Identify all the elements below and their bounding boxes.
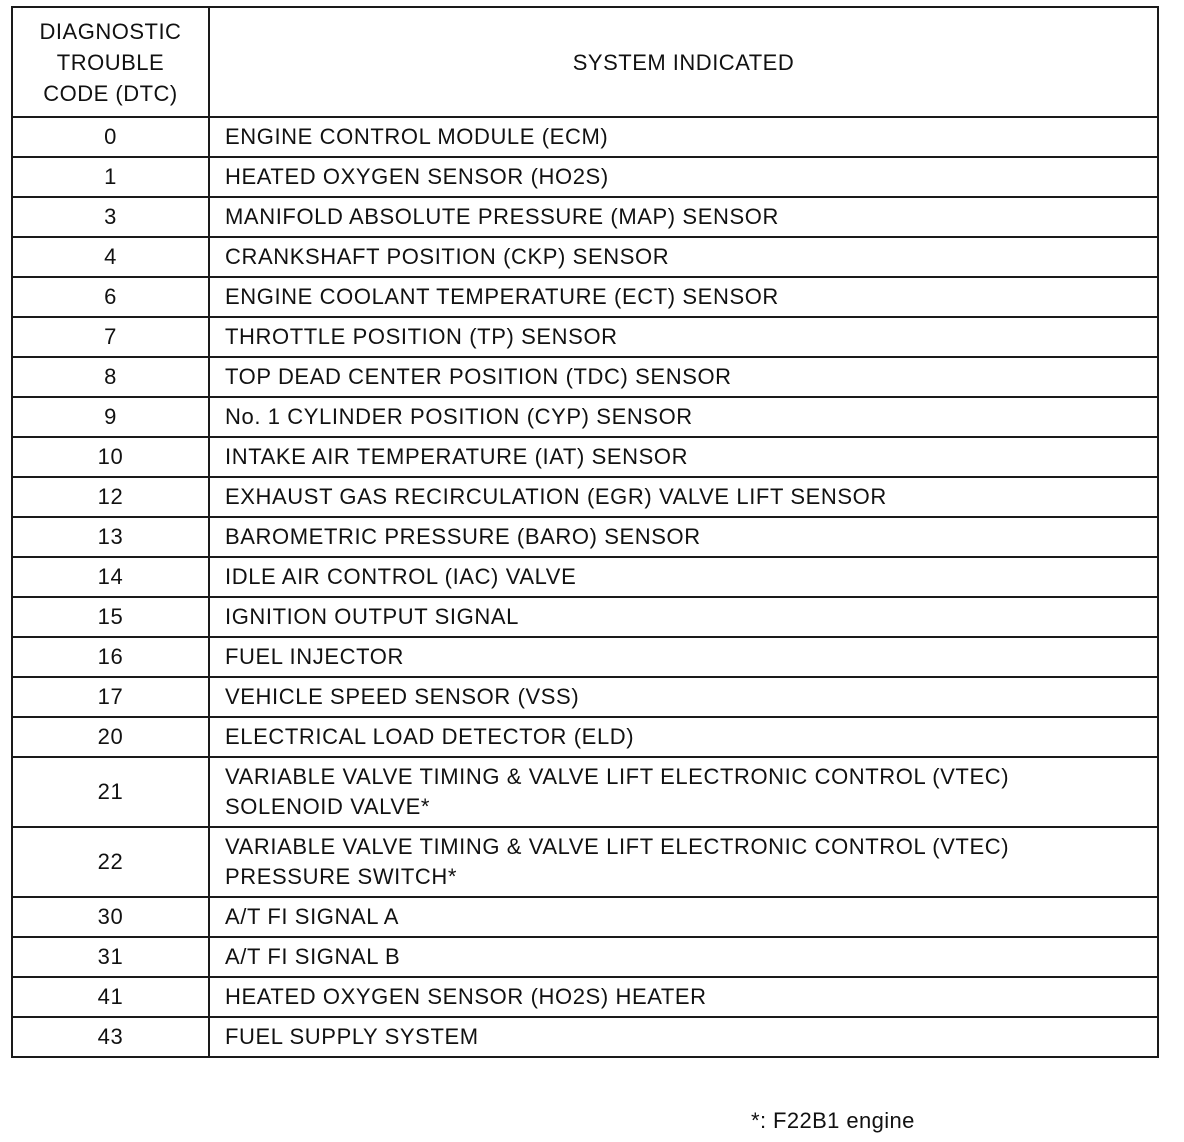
table-row: [12, 827, 1158, 897]
table-header-row: [12, 7, 1158, 117]
dtc-code-cell: 14: [12, 557, 209, 597]
system-indicated-cell: MANIFOLD ABSOLUTE PRESSURE (MAP) SENSOR: [209, 197, 1158, 237]
table-row: [12, 597, 1158, 637]
table-row: [12, 677, 1158, 717]
system-indicated-cell: THROTTLE POSITION (TP) SENSOR: [209, 317, 1158, 357]
system-indicated-cell: VARIABLE VALVE TIMING & VALVE LIFT ELECTRONIC CONTROL (VTEC) SOLENOID VALVE*: [209, 757, 1158, 827]
dtc-code-cell: 9: [12, 397, 209, 437]
table-row: [12, 1017, 1158, 1057]
dtc-code-cell: 16: [12, 637, 209, 677]
system-indicated-cell: VEHICLE SPEED SENSOR (VSS): [209, 677, 1158, 717]
dtc-code-cell: 10: [12, 437, 209, 477]
system-indicated-cell: FUEL INJECTOR: [209, 637, 1158, 677]
system-indicated-cell: BAROMETRIC PRESSURE (BARO) SENSOR: [209, 517, 1158, 557]
table-row: [12, 157, 1158, 197]
system-indicated-cell: IGNITION OUTPUT SIGNAL: [209, 597, 1158, 637]
dtc-code-cell: 20: [12, 717, 209, 757]
table-row: [12, 637, 1158, 677]
table-row: [12, 977, 1158, 1017]
table-row: [12, 197, 1158, 237]
table-row: [12, 357, 1158, 397]
dtc-code-cell: 13: [12, 517, 209, 557]
dtc-code-cell: 1: [12, 157, 209, 197]
table-row: [12, 117, 1158, 157]
dtc-code-cell: 17: [12, 677, 209, 717]
table-row: [12, 277, 1158, 317]
dtc-code-cell: 7: [12, 317, 209, 357]
system-indicated-cell: VARIABLE VALVE TIMING & VALVE LIFT ELECTRONIC CONTROL (VTEC) PRESSURE SWITCH*: [209, 827, 1158, 897]
system-indicated-cell: INTAKE AIR TEMPERATURE (IAT) SENSOR: [209, 437, 1158, 477]
footnote: *: F22B1 engine: [751, 1108, 915, 1133]
system-indicated-cell: HEATED OXYGEN SENSOR (HO2S): [209, 157, 1158, 197]
system-indicated-cell: A/T FI SIGNAL B: [209, 937, 1158, 977]
dtc-code-cell: 31: [12, 937, 209, 977]
table-row: [12, 397, 1158, 437]
system-indicated-cell: EXHAUST GAS RECIRCULATION (EGR) VALVE LIFT SENSOR: [209, 477, 1158, 517]
table-row: [12, 437, 1158, 477]
system-indicated-cell: ELECTRICAL LOAD DETECTOR (ELD): [209, 717, 1158, 757]
system-indicated-cell: IDLE AIR CONTROL (IAC) VALVE: [209, 557, 1158, 597]
system-indicated-cell: ENGINE COOLANT TEMPERATURE (ECT) SENSOR: [209, 277, 1158, 317]
dtc-code-cell: 41: [12, 977, 209, 1017]
header-dtc: DIAGNOSTIC TROUBLE CODE (DTC): [12, 7, 209, 117]
system-indicated-cell: FUEL SUPPLY SYSTEM: [209, 1017, 1158, 1057]
dtc-code-cell: 12: [12, 477, 209, 517]
table-row: [12, 937, 1158, 977]
dtc-code-cell: 0: [12, 117, 209, 157]
dtc-code-cell: 3: [12, 197, 209, 237]
dtc-code-cell: 22: [12, 827, 209, 897]
table-row: [12, 517, 1158, 557]
table-row: [12, 717, 1158, 757]
dtc-code-cell: 8: [12, 357, 209, 397]
dtc-code-cell: 15: [12, 597, 209, 637]
system-indicated-cell: CRANKSHAFT POSITION (CKP) SENSOR: [209, 237, 1158, 277]
table-row: [12, 557, 1158, 597]
system-indicated-cell: A/T FI SIGNAL A: [209, 897, 1158, 937]
dtc-code-cell: 43: [12, 1017, 209, 1057]
system-indicated-cell: ENGINE CONTROL MODULE (ECM): [209, 117, 1158, 157]
table-row: [12, 317, 1158, 357]
dtc-code-cell: 6: [12, 277, 209, 317]
system-indicated-cell: No. 1 CYLINDER POSITION (CYP) SENSOR: [209, 397, 1158, 437]
dtc-table: [11, 6, 1159, 1058]
table-row: [12, 237, 1158, 277]
system-indicated-cell: TOP DEAD CENTER POSITION (TDC) SENSOR: [209, 357, 1158, 397]
table-row: [12, 897, 1158, 937]
system-indicated-cell: HEATED OXYGEN SENSOR (HO2S) HEATER: [209, 977, 1158, 1017]
dtc-code-cell: 30: [12, 897, 209, 937]
table-row: [12, 757, 1158, 827]
table-body: [12, 117, 1158, 1057]
header-system-indicated: SYSTEM INDICATED: [209, 7, 1158, 117]
table-row: [12, 477, 1158, 517]
dtc-code-cell: 4: [12, 237, 209, 277]
dtc-code-cell: 21: [12, 757, 209, 827]
